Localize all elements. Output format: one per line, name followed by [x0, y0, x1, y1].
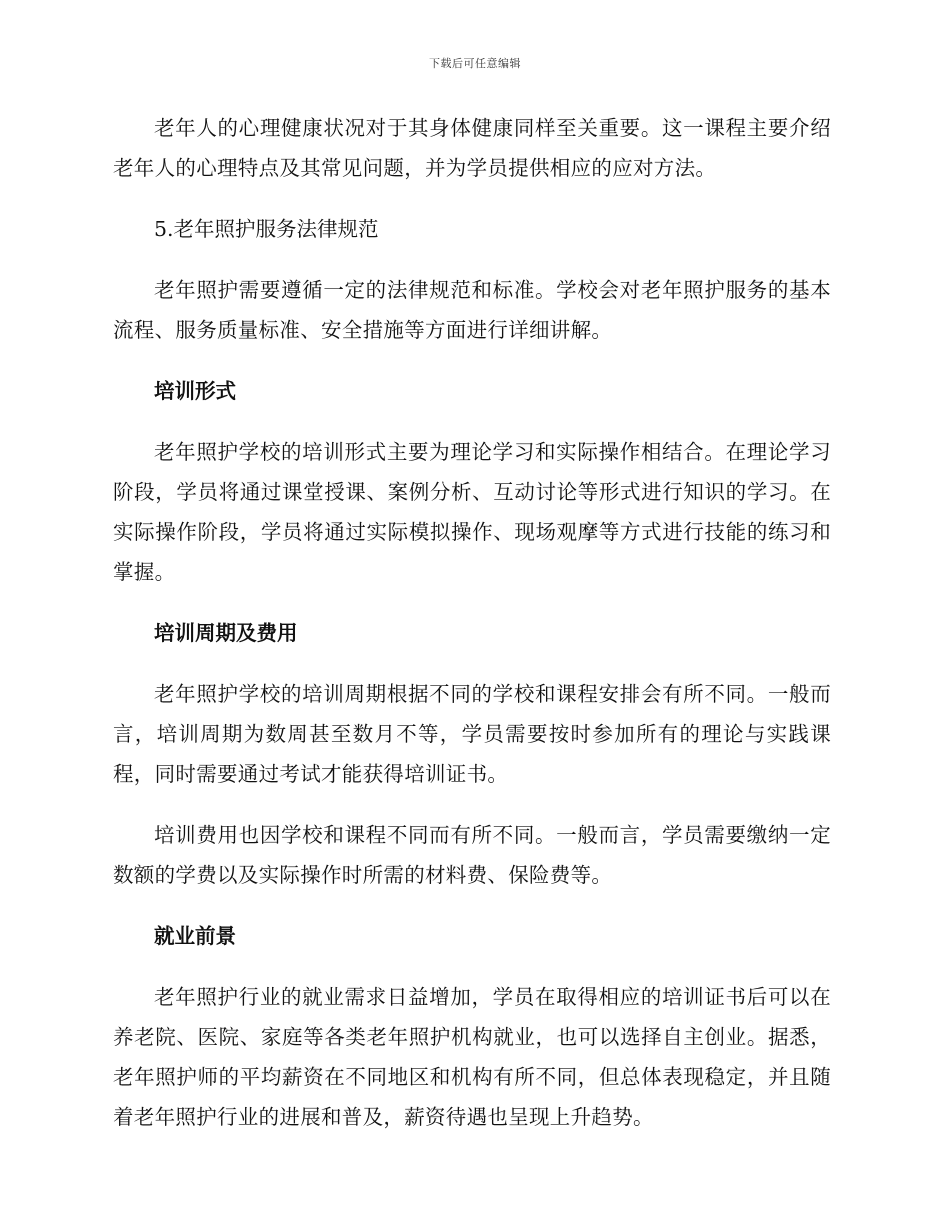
- subitem-legal-norms: 5.老年照护服务法律规范: [154, 217, 379, 241]
- heading-training-period-cost: 培训周期及费用: [154, 621, 298, 645]
- document-body: [113, 108, 831, 1158]
- header-note: 下载后可任意编辑: [429, 57, 521, 70]
- paragraph-psychology-course: 老年人的心理健康状况对于其身体健康同样至关重要。这一课程主要介绍老年人的心理特点及其常见问题，并为学员提供相应的应对方法。: [113, 116, 831, 180]
- paragraph-legal-norms: 老年照护需要遵循一定的法律规范和标准。学校会对老年照护服务的基本流程、服务质量标准、安全措施等方面进行详细讲解。: [113, 278, 831, 342]
- paragraph-training-format: 老年照护学校的培训形式主要为理论学习和实际操作相结合。在理论学习阶段，学员将通过课堂授课、案例分析、互动讨论等形式进行知识的学习。在实际操作阶段，学员将通过实际模拟操作、现场观摩等方式进行技能的练习和掌握。: [113, 440, 831, 584]
- paragraph-employment-prospects: 老年照护行业的就业需求日益增加，学员在取得相应的培训证书后可以在养老院、医院、家庭等各类老年照护机构就业，也可以选择自主创业。据悉，老年照护师的平均薪资在不同地区和机构有所不同，但总体表现稳定，并且随着老年照护行业的进展和普及，薪资待遇也呈现上升趋势。: [113, 985, 831, 1129]
- paragraph-training-period: 老年照护学校的培训周期根据不同的学校和课程安排会有所不同。一般而言，培训周期为数周甚至数月不等，学员需要按时参加所有的理论与实践课程，同时需要通过考试才能获得培训证书。: [113, 682, 831, 786]
- heading-training-format: 培训形式: [154, 379, 236, 403]
- paragraph-training-cost: 培训费用也因学校和课程不同而有所不同。一般而言，学员需要缴纳一定数额的学费以及实际操作时所需的材料费、保险费等。: [113, 823, 831, 887]
- heading-employment-prospects: 就业前景: [154, 924, 236, 948]
